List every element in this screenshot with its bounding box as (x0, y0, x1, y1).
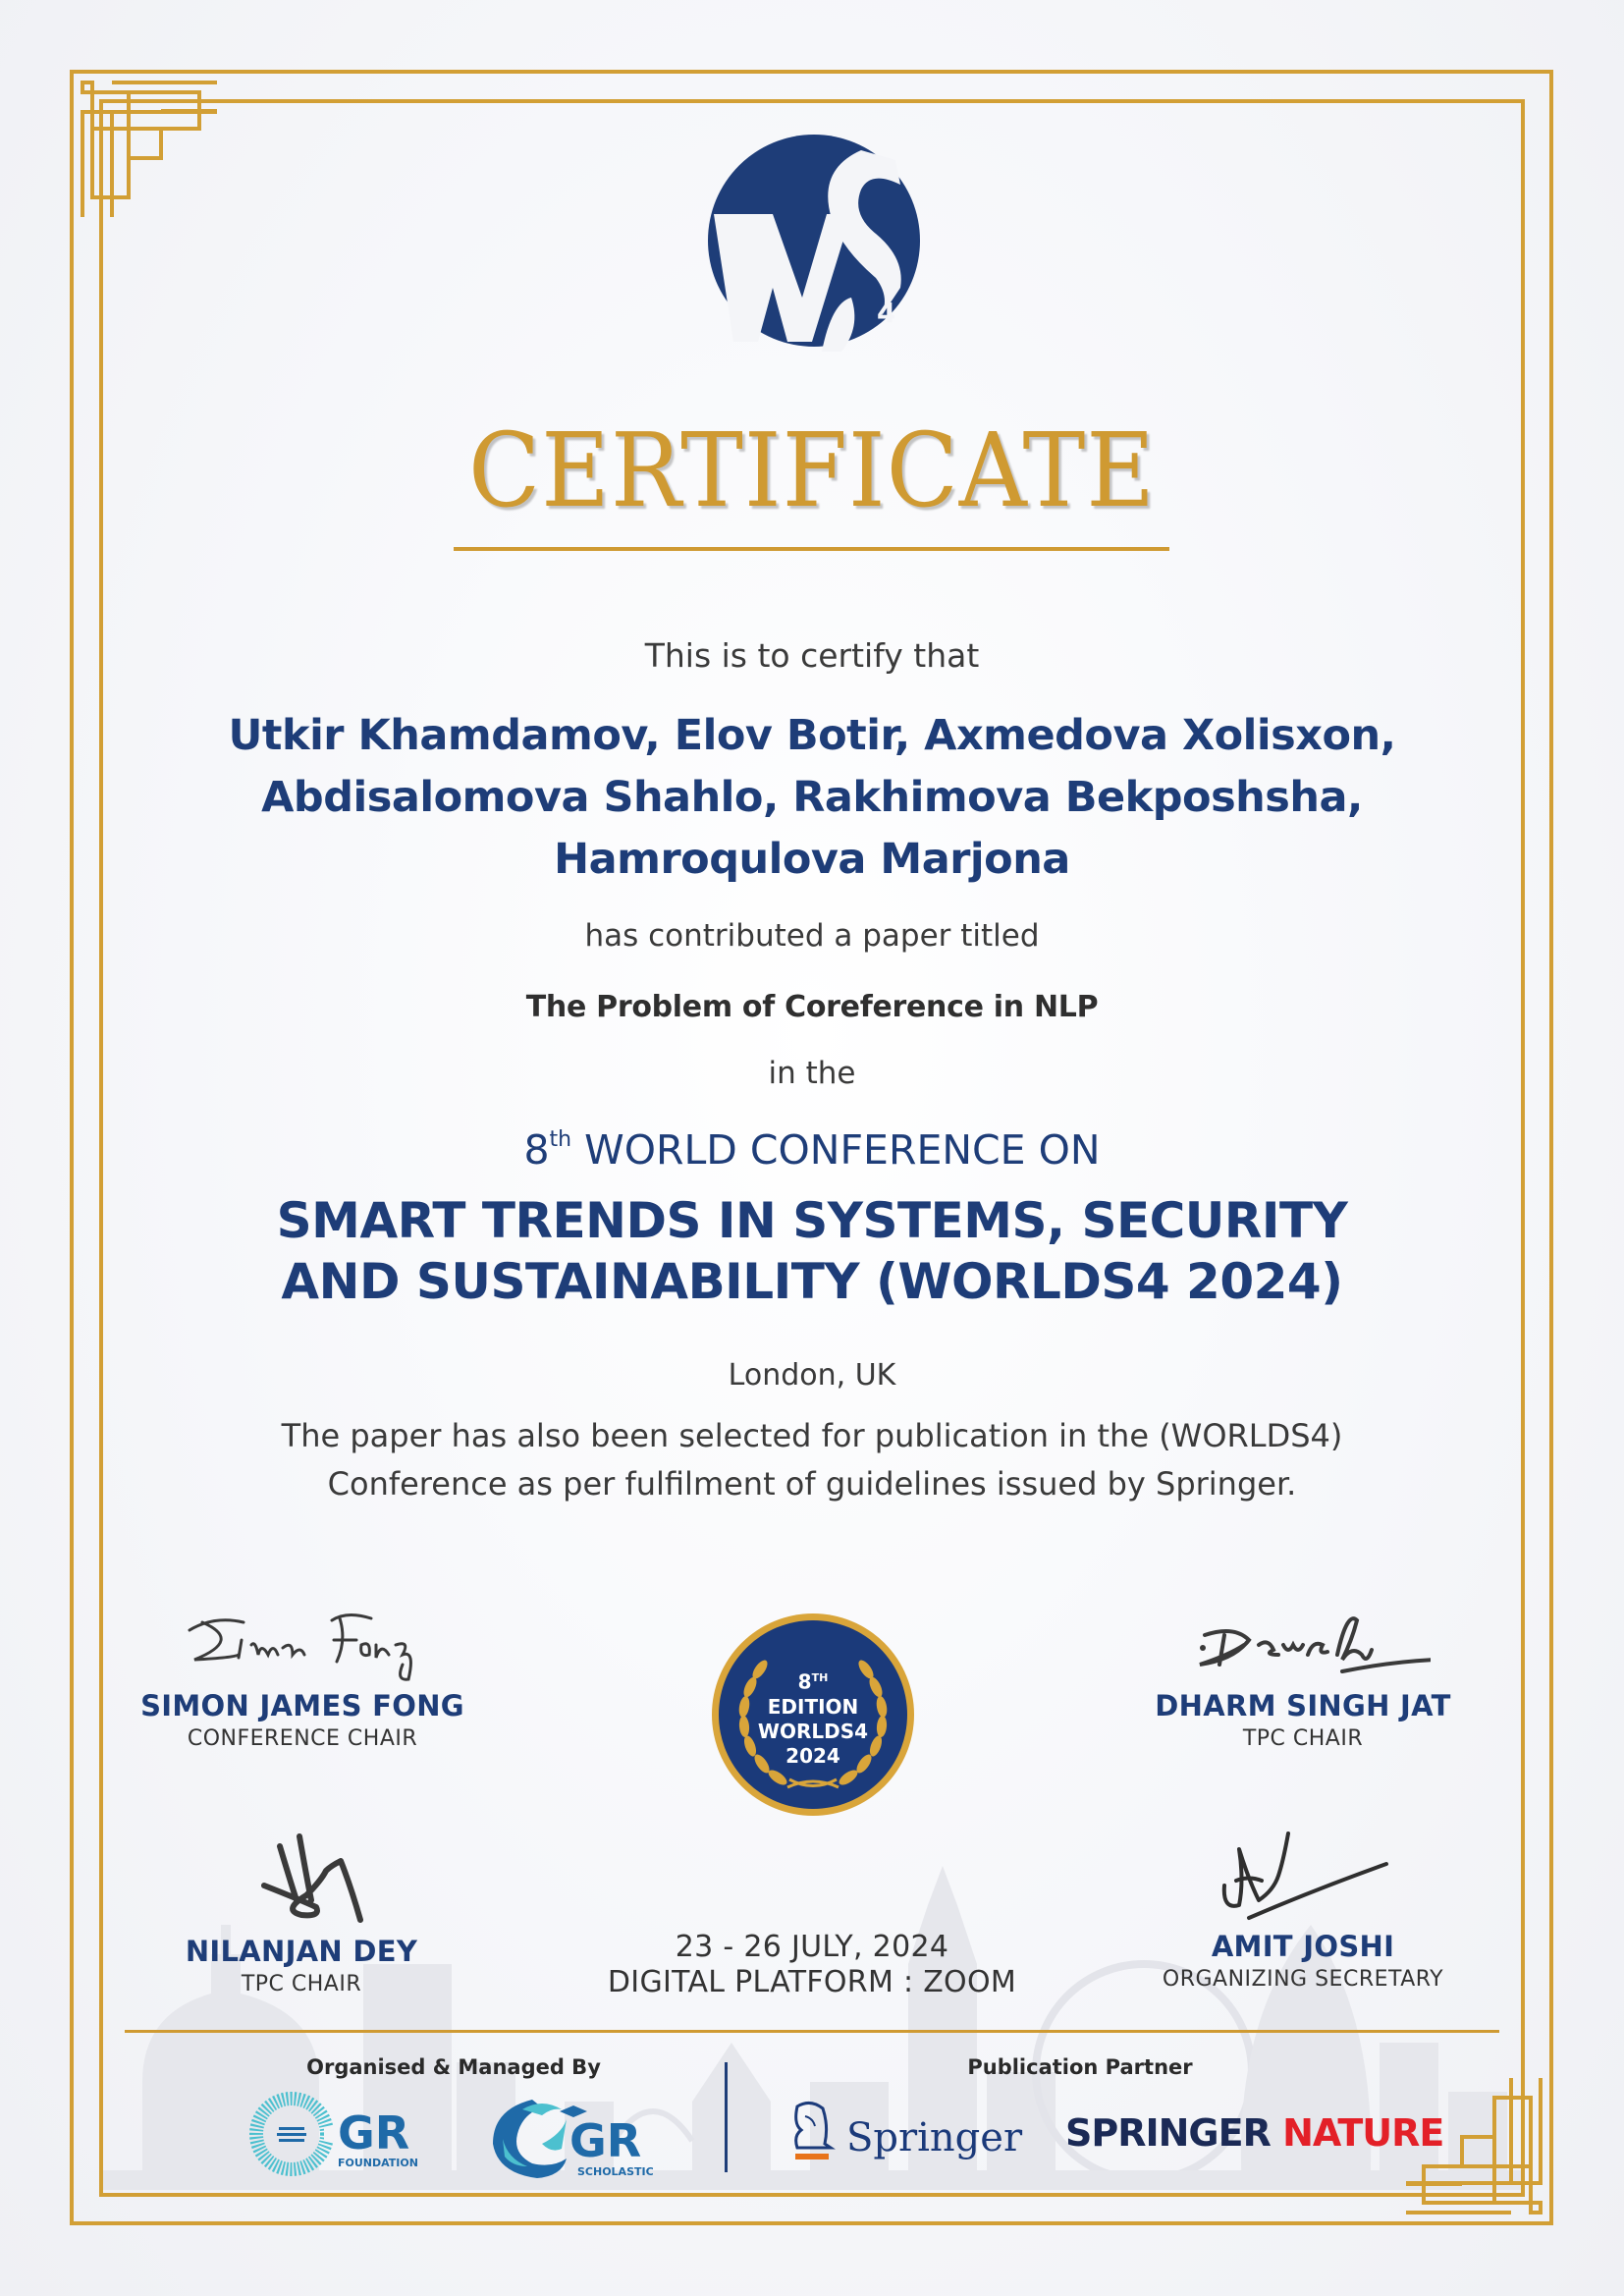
badge-edition: EDITION (767, 1694, 859, 1719)
signatory-simon-james-fong (106, 1601, 499, 1751)
intro-text: This is to certify that (644, 636, 980, 675)
badge-year: 2024 (785, 1743, 840, 1768)
publication-note (196, 1412, 1428, 1508)
logo-subscript: 4 (877, 297, 896, 329)
springer-nature-logo (1065, 2111, 1443, 2155)
signature-simon-fong (175, 1601, 430, 1689)
event-info (0, 1930, 1624, 2000)
contribution-text: has contributed a paper titled (584, 918, 1040, 954)
badge-ordinal: 8 (797, 1669, 812, 1694)
conference-name (0, 1190, 1624, 1312)
signatory-name: AMIT JOSHI (1211, 1930, 1395, 1963)
title-underline (454, 547, 1169, 551)
publication-note-line2: Conference as per fulfilment of guidelines issued by Springer. (327, 1465, 1297, 1503)
gr-foundation-main: GR (338, 2106, 410, 2159)
signatory-dharm-singh-jat (1107, 1601, 1499, 1751)
springer-nature-part2: NATURE (1282, 2111, 1444, 2155)
badge-worlds4: WORLDS4 (757, 1719, 869, 1743)
author-names: Utkir Khamdamov, Elov Botir, Axmedova Xolisxon, Abdisalomova Shahlo, Rakhimova Bekposhsha, Hamroqulova Marjona (228, 711, 1396, 884)
event-platform: DIGITAL PLATFORM : ZOOM (607, 1965, 1017, 1999)
organised-by-label: Organised & Managed By (306, 2055, 601, 2079)
footer-divider-line (125, 2030, 1499, 2033)
badge-ordinal-suffix: TH (811, 1671, 829, 1684)
paper-title: The Problem of Coreference in NLP (525, 990, 1099, 1024)
signature-dharm-singh (1175, 1601, 1431, 1689)
gr-scholastic-icon (483, 2090, 670, 2183)
event-dates: 23 - 26 JULY, 2024 (675, 1930, 949, 1964)
edition-badge (709, 1611, 917, 1819)
springer-logo (785, 2097, 1031, 2175)
conference-ordinal: 8 (523, 1126, 550, 1174)
publication-note-line1: The paper has also been selected for publication in the (WORLDS4) (281, 1417, 1343, 1454)
conference-edition-line (0, 1126, 1624, 1174)
gr-scholastic-main: GR (569, 2114, 642, 2167)
signatory-role: TPC CHAIR (1242, 1726, 1364, 1751)
signatory-role: TPC CHAIR (241, 1972, 362, 1996)
gr-foundation-logo (247, 2090, 434, 2178)
springer-horse-icon (785, 2097, 1031, 2175)
in-the-text: in the (768, 1056, 856, 1091)
signatory-role: ORGANIZING SECRETARY (1162, 1967, 1444, 1992)
signature-nilanjan-dey (203, 1827, 400, 1935)
signatory-name: NILANJAN DEY (185, 1935, 418, 1968)
conference-name-line2: AND SUSTAINABILITY (WORLDS4 2024) (281, 1253, 1343, 1310)
corner-ornament-top-left (70, 70, 217, 217)
conference-ordinal-suffix: th (549, 1127, 572, 1152)
gr-scholastic-logo (483, 2090, 670, 2183)
footer-vertical-divider (725, 2062, 728, 2172)
signatory-name: DHARM SINGH JAT (1155, 1689, 1451, 1722)
certificate-title: CERTIFICATE (467, 410, 1157, 530)
gr-foundation-icon (247, 2090, 434, 2178)
conference-location: London, UK (728, 1358, 896, 1393)
gr-scholastic-sub: SCHOLASTIC (577, 2165, 654, 2178)
springer-wordmark: Springer (846, 2115, 1023, 2160)
signature-amit-joshi (1185, 1822, 1421, 1930)
worlds4-logo (704, 131, 925, 352)
badge-text (709, 1666, 917, 1769)
gr-foundation-sub: FOUNDATION (338, 2157, 418, 2169)
publication-partner-label: Publication Partner (967, 2055, 1193, 2079)
signatory-name: SIMON JAMES FONG (140, 1689, 464, 1722)
conference-line1: WORLD CONFERENCE ON (571, 1126, 1101, 1174)
springer-nature-part1: SPRINGER (1065, 2111, 1283, 2155)
conference-name-line1: SMART TRENDS IN SYSTEMS, SECURITY (276, 1192, 1348, 1249)
signatory-role: CONFERENCE CHAIR (187, 1726, 418, 1751)
